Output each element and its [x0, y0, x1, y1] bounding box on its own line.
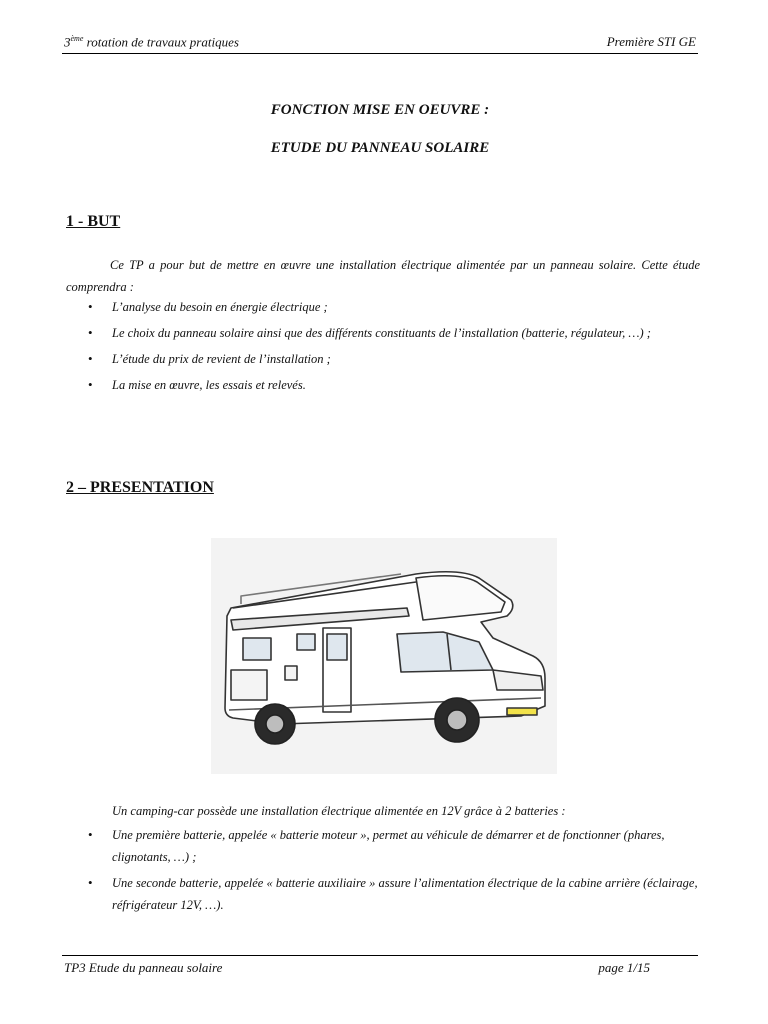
but-paragraph: Ce TP a pour but de mettre en œuvre une installation électrique alimentée par un panneau solaire. Cette étude comprendra : [66, 258, 700, 294]
list-item: • La mise en œuvre, les essais et relevés. [88, 374, 700, 396]
but-list [88, 296, 700, 400]
page-number: page 1/15 [598, 960, 650, 975]
camping-car-icon [211, 538, 557, 774]
list-item: • L’analyse du besoin en énergie électrique ; [88, 296, 700, 318]
header-course: 3ème rotation de travaux pratiques [64, 34, 239, 50]
header-class: Première STI GE [606, 34, 696, 49]
presentation-paragraph: Un camping-car possède une installation électrique alimentée en 12V grâce à 2 batteries : [112, 804, 566, 818]
document-subtitle: ETUDE DU PANNEAU SOLAIRE [270, 140, 490, 156]
list-item: • Une seconde batterie, appelée « batterie auxiliaire » assure l’alimentation électrique de la cabine arrière (éclairage, réfrigérateur 12V, …). [88, 872, 700, 916]
page-header [62, 34, 698, 54]
footer-title: TP3 Etude du panneau solaire [64, 960, 223, 975]
document-title: FONCTION MISE EN OEUVRE : [270, 102, 490, 118]
list-item: • Le choix du panneau solaire ainsi que des différents constituants de l’installation (batterie, régulateur, …) ; [88, 322, 700, 344]
list-item: • Une première batterie, appelée « batterie moteur », permet au véhicule de démarrer et de fonctionner (phares, clignotants, …) ; [88, 824, 700, 868]
camping-car-illustration [211, 538, 557, 774]
section-heading-presentation: 2 – PRESENTATION [66, 479, 214, 496]
page-footer [62, 955, 698, 978]
presentation-list [88, 824, 700, 920]
section-heading-but: 1 - BUT [66, 213, 121, 230]
list-item: • L’étude du prix de revient de l’installation ; [88, 348, 700, 370]
